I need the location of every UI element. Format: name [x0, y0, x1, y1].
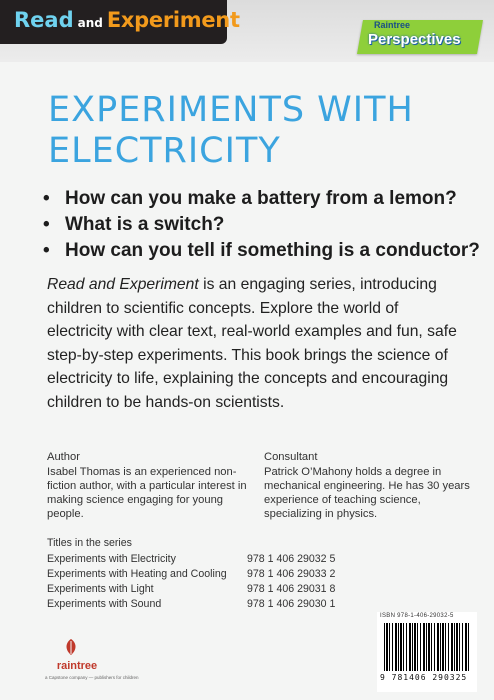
question-text: What is a switch?	[65, 214, 225, 235]
question-item	[43, 238, 480, 264]
description-text: is an engaging series, introducing children to scientific concepts. Explore the world of electricity with clear text, real-world examples and fun, safe step-by-step experiments. This book brings the science of electricity to life, explaining the concepts and encouraging children to be hands-on scientists.	[47, 276, 457, 411]
consultant-heading: Consultant	[264, 451, 318, 463]
series-logo-word-and: and	[77, 16, 103, 30]
series-title-isbn: 978 1 406 29033 2	[247, 568, 336, 580]
series-logo-word-experiment: Experiment	[106, 8, 240, 32]
book-description	[47, 273, 467, 414]
series-name-italic: Read and Experiment	[47, 276, 199, 293]
series-logo-tab	[0, 0, 240, 44]
barcode-digits: 9 781406 290325	[380, 673, 468, 682]
series-title-isbn: 978 1 406 29030 1	[247, 598, 336, 610]
series-title-row	[47, 597, 377, 612]
series-title-name: Experiments with Light	[47, 583, 154, 595]
series-titles-heading: Titles in the series	[47, 537, 132, 549]
brand-imprint-label: Perspectives	[368, 31, 461, 48]
book-title: EXPERIMENTS WITH ELECTRICITY	[48, 90, 414, 171]
series-title-isbn: 978 1 406 29032 5	[247, 553, 336, 565]
series-title-row	[47, 567, 377, 582]
consultant-section	[264, 450, 474, 521]
bullet-icon: •	[43, 214, 50, 235]
author-section	[47, 450, 247, 521]
bullet-icon: •	[43, 188, 50, 209]
author-bio: Isabel Thomas is an experienced non-fiction author, with a particular interest in making science engaging for young people.	[47, 466, 247, 520]
bullet-icon: •	[43, 240, 50, 261]
publisher-tagline: a Capstone company — publishers for children	[45, 675, 139, 680]
author-heading: Author	[47, 451, 80, 463]
consultant-bio: Patrick O’Mahony holds a degree in mechanical engineering. He has 30 years experience of teaching science, specializing in physics.	[264, 466, 470, 520]
question-text: How can you tell if something is a conductor?	[65, 240, 480, 261]
question-item	[43, 186, 480, 212]
series-title-row	[47, 552, 377, 567]
publisher-name: raintree	[56, 660, 98, 672]
barcode-icon	[384, 623, 470, 671]
barcode-isbn-label: ISBN 978-1-406-29032-5	[380, 613, 454, 619]
series-title-isbn: 978 1 406 29031 8	[247, 583, 336, 595]
series-logo-word-read: Read	[14, 8, 74, 32]
brand-publisher-label: Raintree	[374, 20, 411, 30]
series-title-row	[47, 582, 377, 597]
publisher-leaf-icon	[64, 638, 78, 656]
series-title-name: Experiments with Heating and Cooling	[47, 568, 227, 580]
series-title-name: Experiments with Electricity	[47, 553, 176, 565]
series-titles-list	[47, 536, 377, 612]
question-item	[43, 212, 480, 238]
question-list	[43, 186, 480, 264]
series-title-name: Experiments with Sound	[47, 598, 162, 610]
question-text: How can you make a battery from a lemon?	[65, 188, 457, 209]
series-logo	[14, 8, 240, 32]
